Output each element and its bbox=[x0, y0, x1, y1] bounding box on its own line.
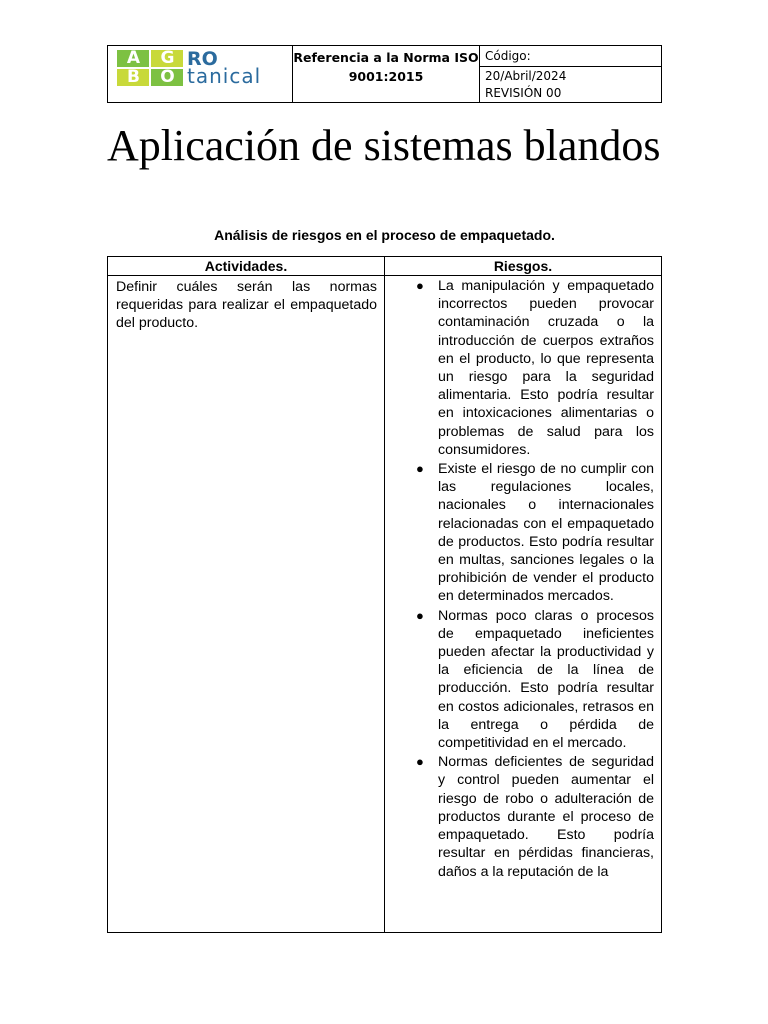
logo-letter-a: A bbox=[117, 50, 149, 67]
risk-item: ● La manipulación y empaquetado incorrectos pueden provocar contaminación cruzada o la introducción de cuerpos extraños en el producto, lo que representa un riesgo para la seguridad alimentaria. Esto podría resultar en intoxicaciones alimentarias o problemas de salud para los consumidores. bbox=[416, 278, 654, 458]
risk-list bbox=[386, 277, 660, 881]
code-label: Código: bbox=[480, 46, 661, 67]
agrobotanical-logo bbox=[117, 50, 287, 90]
norm-reference: Referencia a la Norma ISO 9001:2015 bbox=[293, 46, 480, 103]
page-subtitle: Análisis de riesgos en el proceso de empaquetado. bbox=[214, 227, 555, 243]
document-revision: REVISIÓN 00 bbox=[485, 86, 562, 100]
bullet-icon: ● bbox=[416, 461, 424, 477]
risk-analysis-table bbox=[107, 256, 662, 933]
bullet-icon: ● bbox=[416, 607, 424, 623]
logo-letter-o: O bbox=[151, 69, 183, 86]
page-title: Aplicación de sistemas blandos bbox=[107, 121, 661, 170]
column-header-risks: Riesgos. bbox=[385, 257, 662, 276]
risk-item: ● Existe el riesgo de no cumplir con las regulaciones locales, nacionales o internacionales relacionadas con el empaquetado de productos. Esto podría resultar en multas, sanciones legales o la prohibición de vender el producto en determinados mercados. bbox=[416, 461, 654, 605]
document-code-cell bbox=[480, 46, 662, 103]
activity-cell bbox=[108, 276, 385, 933]
risk-item: ● Normas deficientes de seguridad y control pueden aumentar el riesgo de robo o adulteración de productos durante el proceso de empaquetado. Esto podría resultar en pérdidas financieras, daños a la reputación de la bbox=[416, 754, 654, 880]
logo-ro: RO bbox=[187, 48, 218, 70]
column-header-activities: Actividades. bbox=[108, 257, 385, 276]
document-header bbox=[107, 45, 662, 103]
logo-cell bbox=[108, 46, 293, 103]
risks-cell bbox=[385, 276, 662, 933]
document-date: 20/Abril/2024 bbox=[485, 69, 567, 83]
bullet-icon: ● bbox=[416, 754, 424, 770]
risk-item: ● Normas poco claras o procesos de empaquetado ineficientes pueden afectar la productividad y la eficiencia de la línea de producción. Esto podría resultar en costos adicionales, retrasos en la entrega o pérdida de competitividad en el mercado. bbox=[416, 607, 654, 752]
logo-tanical: tanical bbox=[187, 64, 262, 88]
activity-text: Definir cuáles serán las normas requeridas para realizar el empaquetado del producto. bbox=[116, 279, 377, 332]
bullet-icon: ● bbox=[416, 278, 424, 293]
logo-letter-b: B bbox=[117, 69, 149, 86]
logo-letter-g: G bbox=[151, 50, 183, 67]
